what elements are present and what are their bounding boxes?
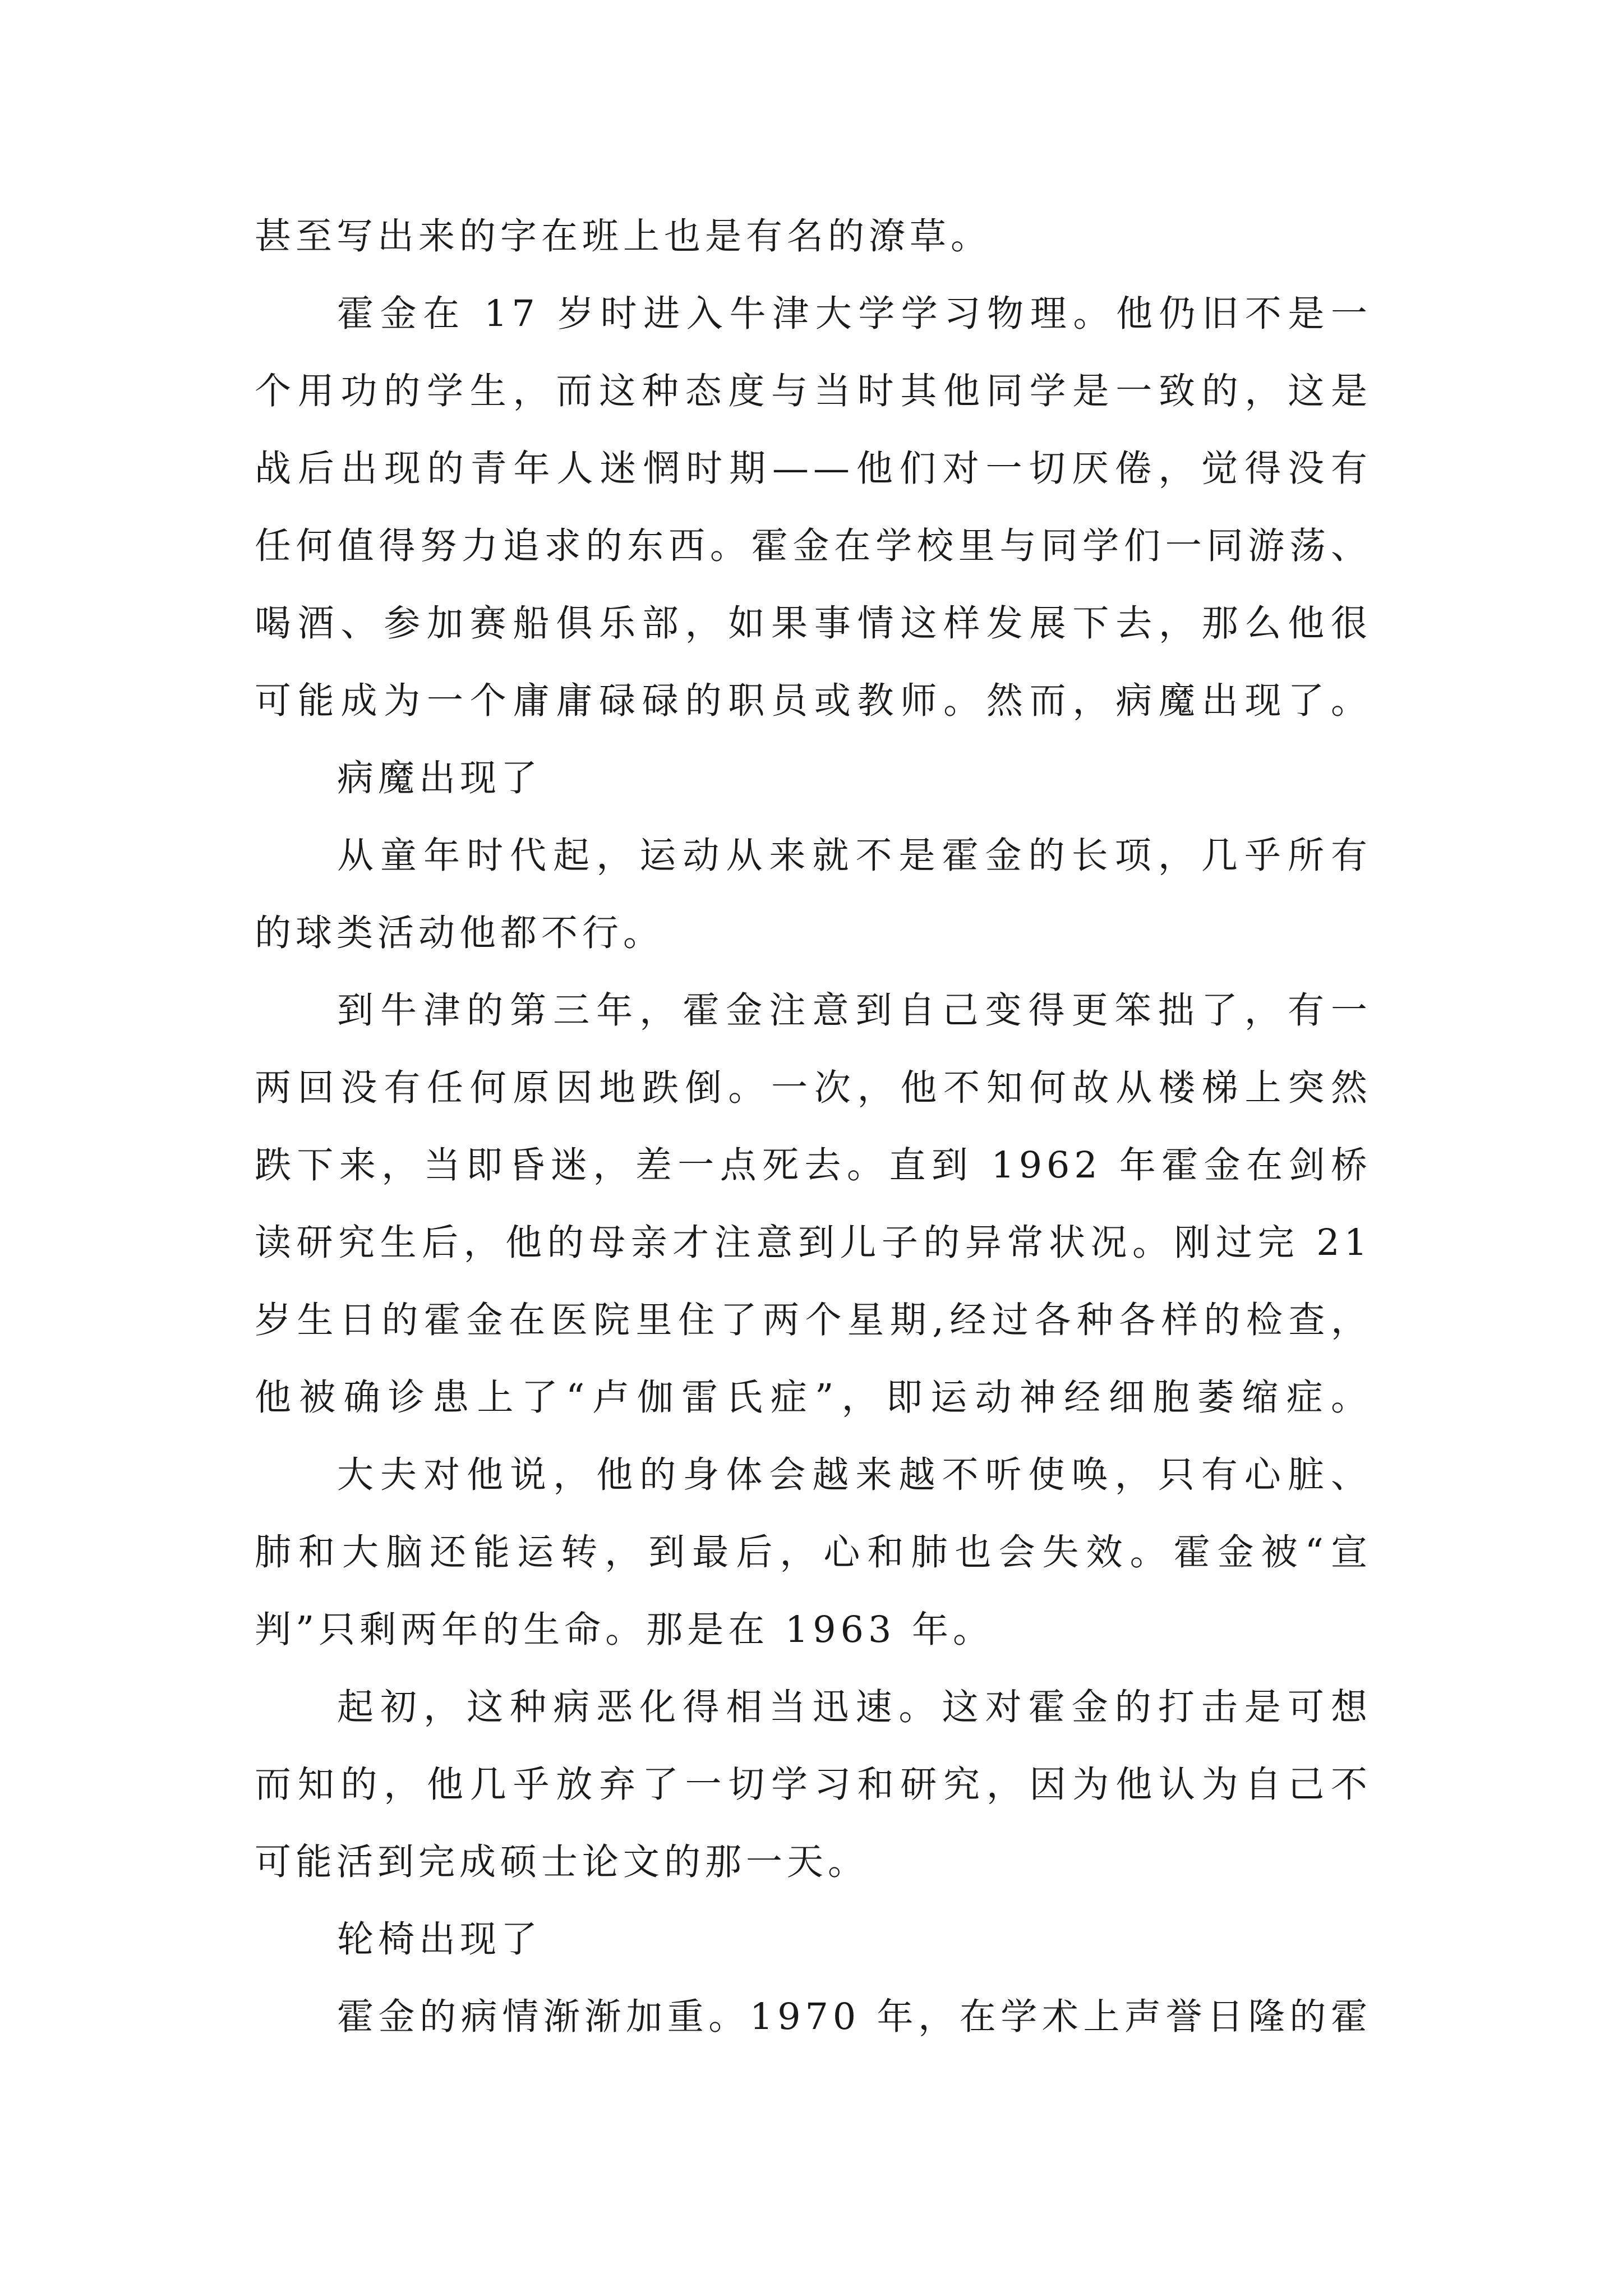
text-line-18: 肺和大脑还能运转，到最后，心和肺也会失效。霍金被“宣 <box>255 1531 1372 1573</box>
text-line-4: 战后出现的青年人迷惘时期——他们对一切厌倦，觉得没有 <box>255 448 1372 490</box>
text-line-2: 霍金在 17 岁时进入牛津大学学习物理。他仍旧不是一 <box>337 293 1372 335</box>
text-line-1: 甚至写出来的字在班上也是有名的潦草。 <box>255 215 992 257</box>
text-line-14: 读研究生后，他的母亲才注意到儿子的异常状况。刚过完 21 <box>255 1222 1372 1264</box>
text-line-5: 任何值得努力追求的东西。霍金在学校里与同学们一同游荡、 <box>255 525 1372 567</box>
text-line-22: 可能活到完成硕士论文的那一天。 <box>255 1841 869 1883</box>
text-line-24: 霍金的病情渐渐加重。1970 年，在学术上声誉日隆的霍 <box>337 1996 1372 2038</box>
text-line-17: 大夫对他说，他的身体会越来越不听使唤，只有心脏、 <box>337 1454 1372 1496</box>
section-heading-illness: 病魔出现了 <box>337 757 542 799</box>
text-line-9: 从童年时代起，运动从来就不是霍金的长项，几乎所有 <box>337 835 1372 877</box>
text-line-11: 到牛津的第三年，霍金注意到自己变得更笨拙了，有一 <box>337 990 1372 1032</box>
text-line-13: 跌下来，当即昏迷，差一点死去。直到 1962 年霍金在剑桥 <box>255 1144 1372 1186</box>
text-line-20: 起初，这种病恶化得相当迅速。这对霍金的打击是可想 <box>337 1686 1372 1728</box>
text-line-3: 个用功的学生，而这种态度与当时其他同学是一致的，这是 <box>255 370 1372 412</box>
text-line-16: 他被确诊患上了“卢伽雷氏症”，即运动神经细胞萎缩症。 <box>255 1377 1372 1419</box>
text-line-10: 的球类活动他都不行。 <box>255 912 665 954</box>
text-line-21: 而知的，他几乎放弃了一切学习和研究，因为他认为自己不 <box>255 1764 1372 1806</box>
text-line-15: 岁生日的霍金在医院里住了两个星期,经过各种各样的检查， <box>255 1299 1372 1341</box>
section-heading-wheelchair: 轮椅出现了 <box>337 1918 542 1961</box>
text-line-7: 可能成为一个庸庸碌碌的职员或教师。然而，病魔出现了。 <box>255 680 1372 722</box>
text-line-12: 两回没有任何原因地跌倒。一次，他不知何故从楼梯上突然 <box>255 1067 1372 1109</box>
text-line-19: 判”只剩两年的生命。那是在 1963 年。 <box>255 1609 994 1651</box>
text-line-6: 喝酒、参加赛船俱乐部，如果事情这样发展下去，那么他很 <box>255 602 1372 645</box>
